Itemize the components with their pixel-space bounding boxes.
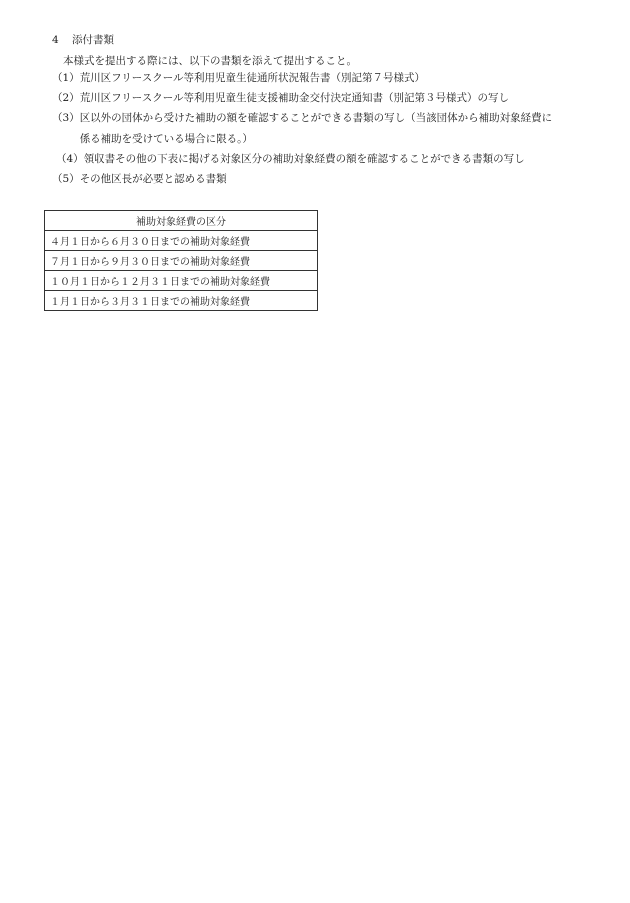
item-marker: （1） (52, 72, 80, 84)
list-item (52, 111, 592, 146)
table-cell: １月１日から３月３１日までの補助対象経費 (45, 291, 318, 311)
section-title-text: 添付書類 (72, 34, 114, 46)
item-text-continued: 係る補助を受けている場合に限る。） (79, 133, 253, 145)
item-text: その他区長が必要と認める書類 (79, 173, 227, 185)
list-item (56, 152, 592, 166)
table-cell: ７月１日から９月３０日までの補助対象経費 (45, 251, 318, 271)
item-marker: （4） (56, 153, 84, 165)
table-cell: １０月１日から１２月３１日までの補助対象経費 (45, 271, 318, 291)
list-item (52, 71, 592, 85)
list-item (52, 91, 592, 105)
attachment-list (52, 71, 592, 192)
table-row (45, 291, 318, 311)
list-item (52, 172, 592, 186)
table-row (45, 251, 318, 271)
item-text: 荒川区フリースクール等利用児童生徒支援補助金交付決定通知書（別記第３号様式）の写し (79, 92, 510, 104)
item-marker: （3） (52, 112, 80, 124)
table-row (45, 231, 318, 251)
item-text: 領収書その他の下表に掲げる対象区分の補助対象経費の額を確認することができる書類の写し (83, 153, 525, 165)
item-marker: （5） (52, 173, 80, 185)
table-header-cell: 補助対象経費の区分 (45, 211, 318, 231)
expense-period-table (44, 210, 318, 311)
section-heading (52, 33, 114, 47)
item-text: 荒川区フリースクール等利用児童生徒通所状況報告書（別記第７号様式） (79, 72, 426, 84)
section-number: 4 (52, 34, 59, 46)
table-cell: ４月１日から６月３０日までの補助対象経費 (45, 231, 318, 251)
item-text: 区以外の団体から受けた補助の額を確認することができる書類の写し（当該団体から補助対象経費に (79, 112, 553, 124)
intro-text: 本様式を提出する際には、以下の書類を添えて提出すること。 (63, 55, 357, 67)
table-row (45, 271, 318, 291)
table-header-row (45, 211, 318, 231)
item-marker: （2） (52, 92, 80, 104)
